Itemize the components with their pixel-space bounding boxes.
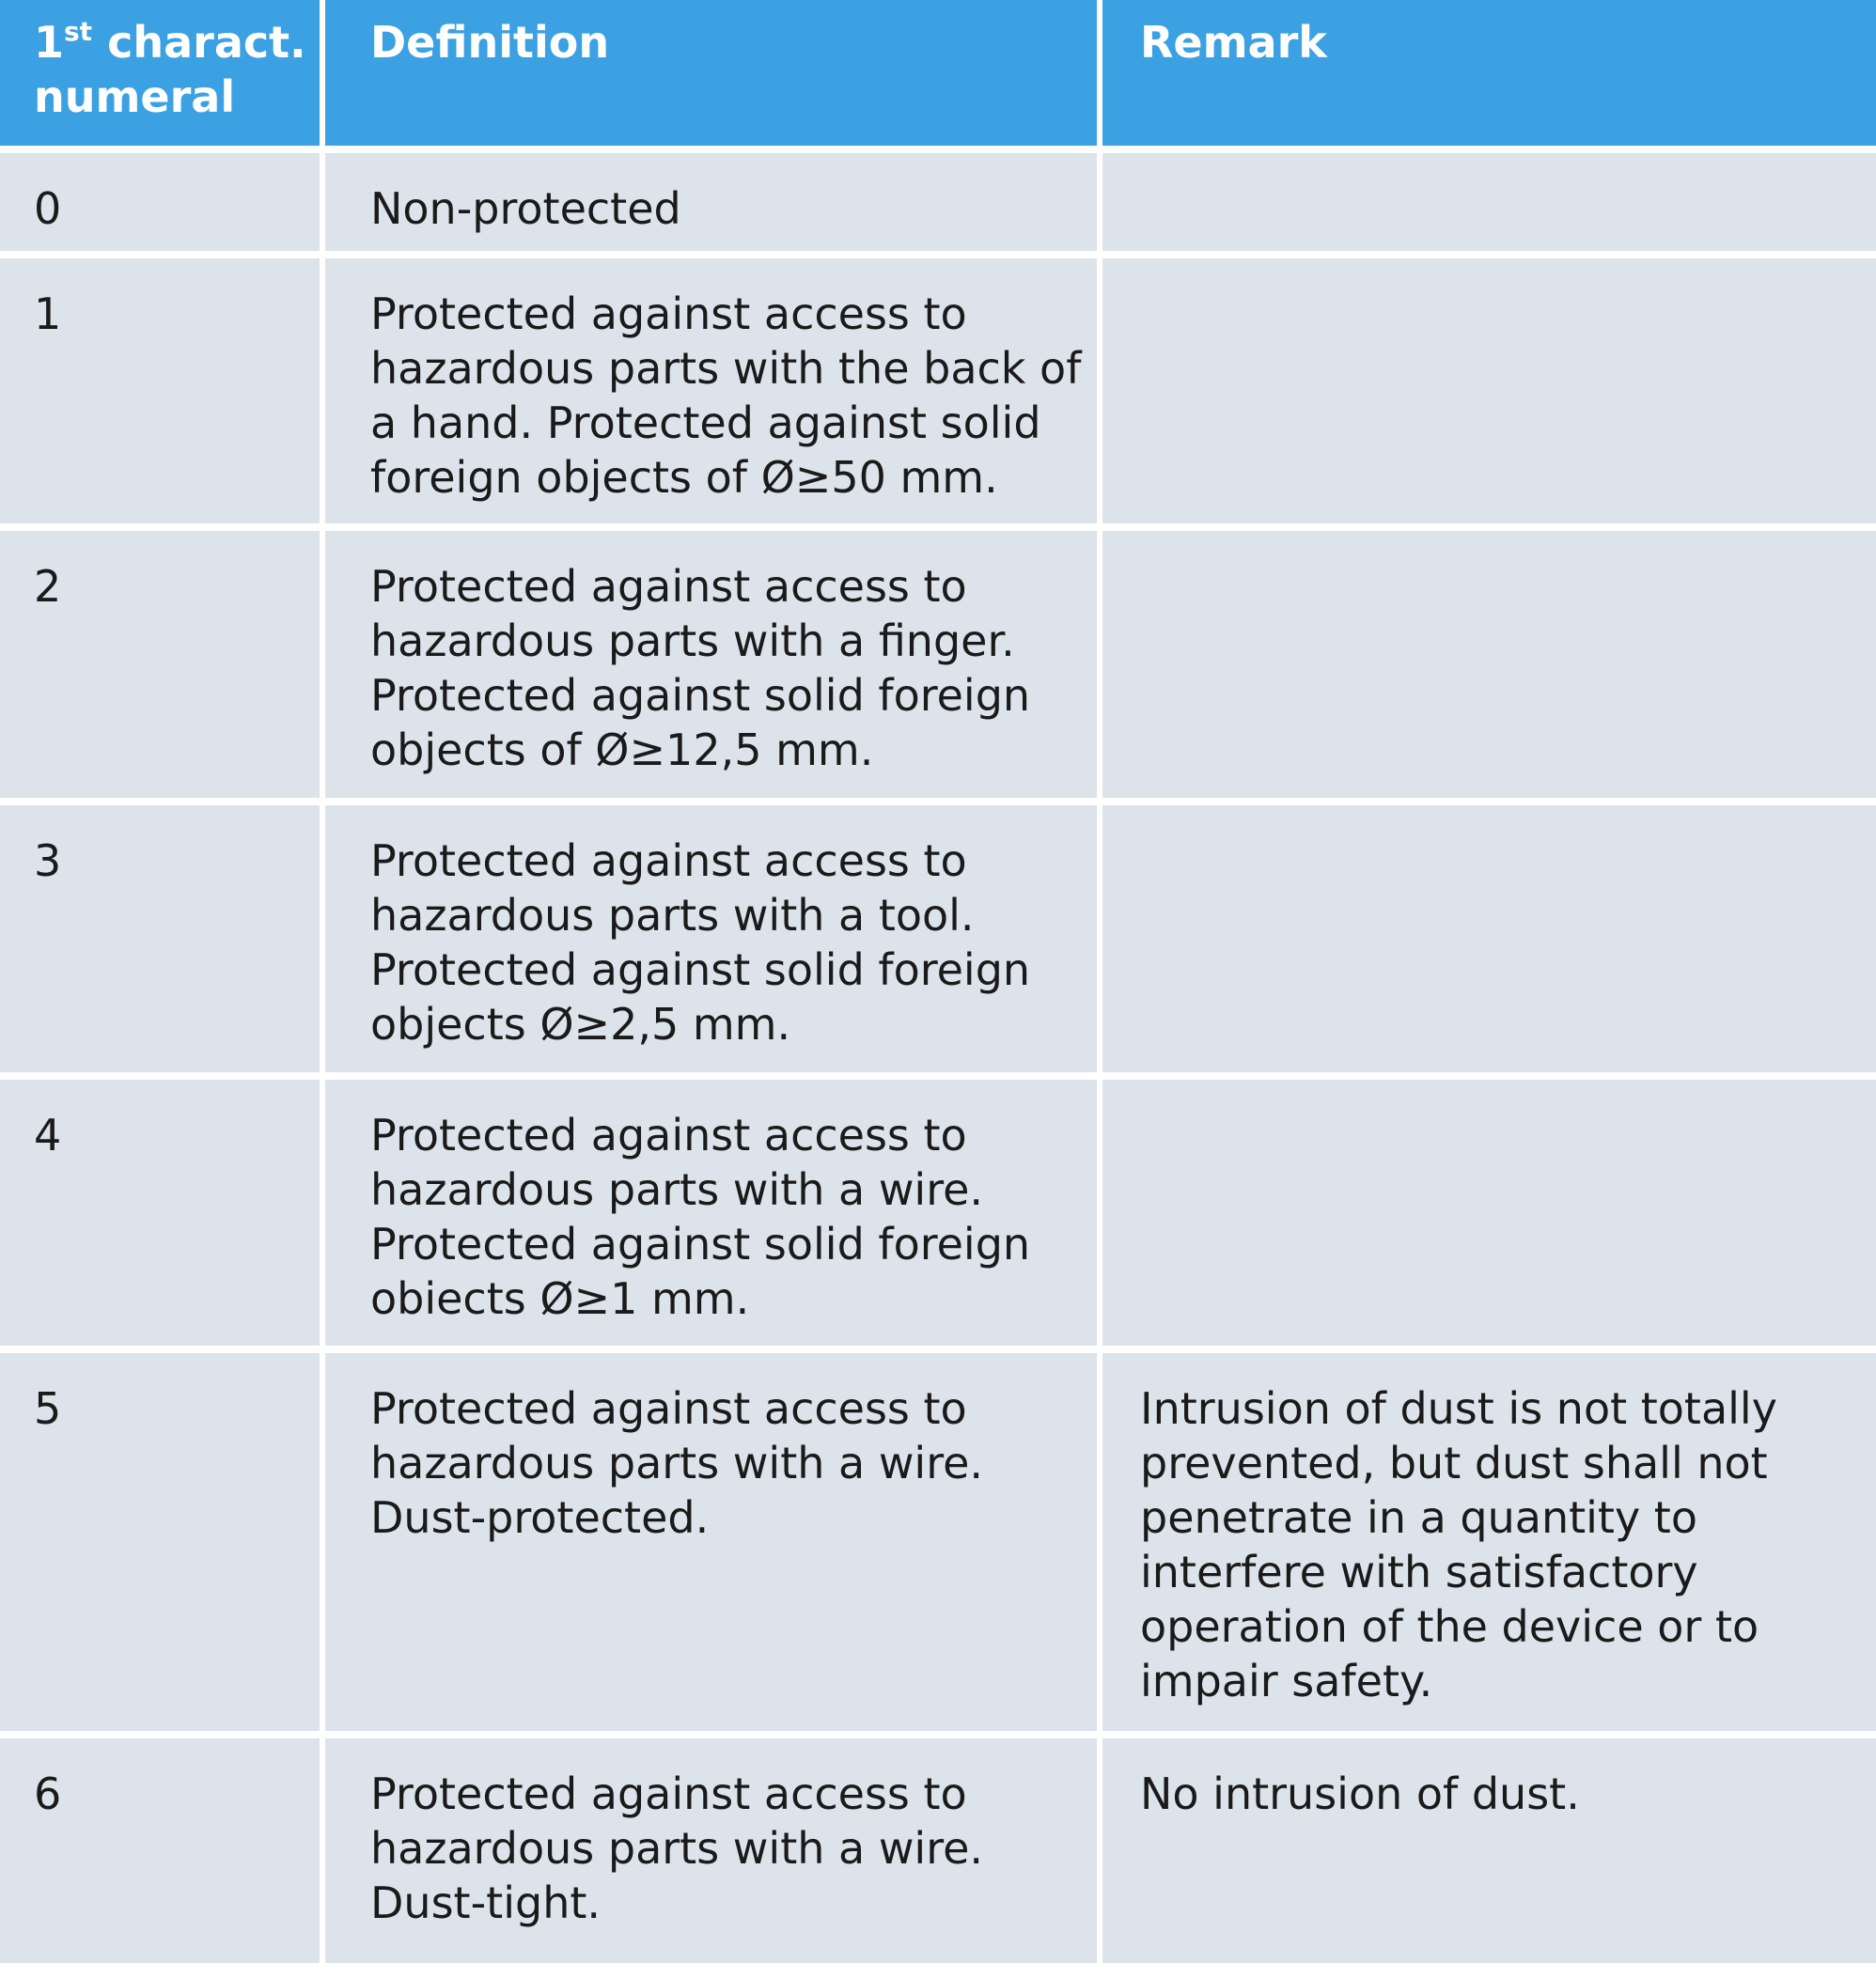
row-6-remark: No intrusion of dust. xyxy=(1102,1738,1876,1963)
header-numeral xyxy=(0,0,320,146)
row-5-numeral: 5 xyxy=(0,1353,320,1731)
header-definition: Definition xyxy=(325,0,1097,146)
row-0-remark xyxy=(1102,153,1876,251)
row-2-definition: Protected against access to hazardous parts with a finger. Protected against solid foreign objects of Ø≥12,5 mm. xyxy=(325,531,1097,798)
header-numeral-sup: st xyxy=(64,16,93,47)
row-3-numeral: 3 xyxy=(0,805,320,1072)
row-4-definition: Protected against access to hazardous parts with a wire. Protected against solid foreign obiects Ø≥1 mm. xyxy=(325,1080,1097,1346)
row-1-remark xyxy=(1102,258,1876,523)
row-1-definition: Protected against access to hazardous parts with the back of a hand. Protected against solid foreign objects of Ø≥50 mm. xyxy=(325,258,1097,523)
row-0-numeral: 0 xyxy=(0,153,320,251)
header-numeral-prefix: 1 xyxy=(34,17,65,68)
row-1-numeral: 1 xyxy=(0,258,320,523)
header-remark: Remark xyxy=(1102,0,1876,146)
row-4-remark xyxy=(1102,1080,1876,1346)
row-2-numeral: 2 xyxy=(0,531,320,798)
row-0-definition: Non-protected xyxy=(325,153,1097,251)
row-5-remark: Intrusion of dust is not totally prevented, but dust shall not penetrate in a quantity to interfere with satisfactory operation of the device or to impair safety. xyxy=(1102,1353,1876,1731)
row-6-numeral: 6 xyxy=(0,1738,320,1963)
header-numeral-rest: charact. numeral xyxy=(34,17,306,122)
row-5-definition: Protected against access to hazardous parts with a wire. Dust-protected. xyxy=(325,1353,1097,1731)
row-2-remark xyxy=(1102,531,1876,798)
row-4-numeral: 4 xyxy=(0,1080,320,1346)
row-6-definition: Protected against access to hazardous parts with a wire. Dust-tight. xyxy=(325,1738,1097,1963)
row-3-remark xyxy=(1102,805,1876,1072)
row-3-definition: Protected against access to hazardous parts with a tool. Protected against solid foreign objects Ø≥2,5 mm. xyxy=(325,805,1097,1072)
